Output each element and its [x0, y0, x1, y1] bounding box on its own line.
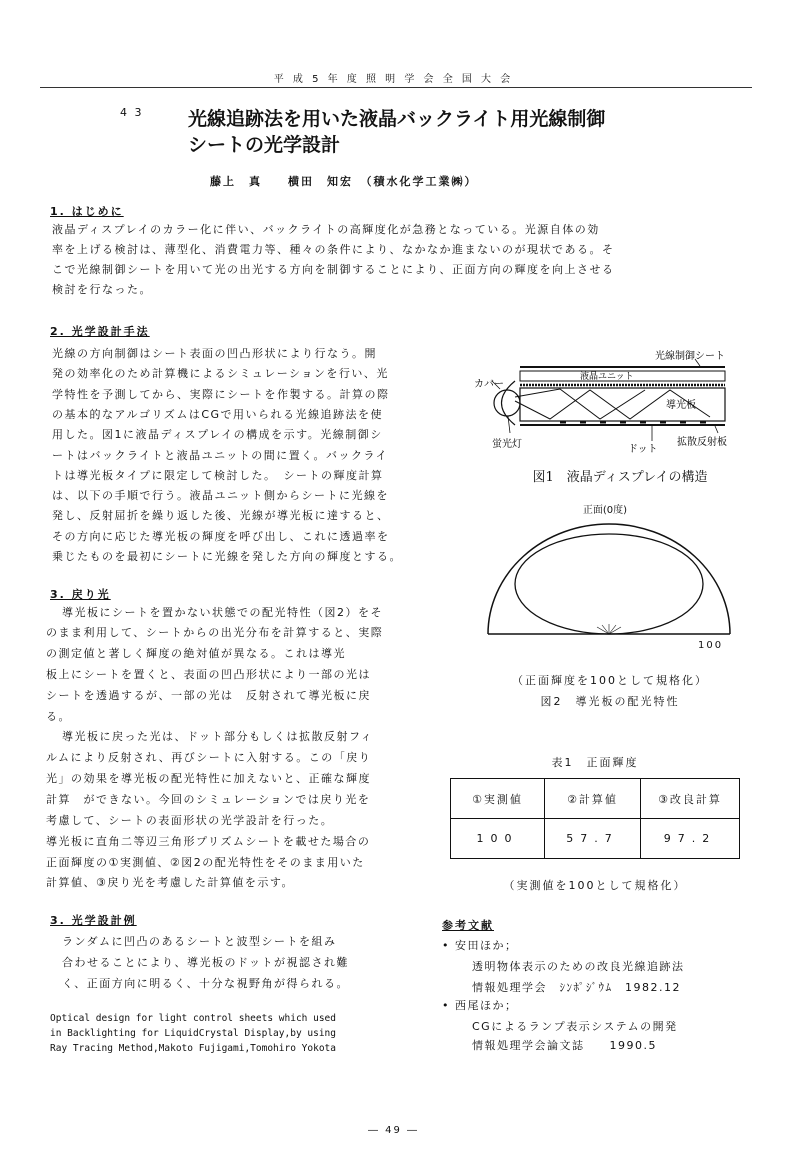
- paper-title-line-2: シートの光学設計: [188, 134, 341, 156]
- table1-title: 表1 正面輝度: [551, 756, 639, 769]
- method-line: ートはバックライトと液晶ユニットの間に置く。バックライ: [52, 448, 389, 462]
- reference-1-source: 情報処理学会 ｼﾝﾎﾟｼﾞｳﾑ 1982.12: [472, 981, 681, 994]
- return-light-line: 板上にシートを置くと、表面の凹凸形状により一部の光は: [46, 668, 371, 681]
- outer-semicircle: [488, 524, 730, 634]
- table1: [450, 778, 740, 859]
- label-dot: ドット: [628, 444, 658, 455]
- method-line: 発し、反射屈折を繰り返した後、光線が導光板に達すると、: [52, 509, 390, 523]
- figure2-polar-plot: [484, 512, 734, 637]
- method-line: 用した。図1に液晶ディスプレイの構成を示す。光線制御シ: [52, 428, 383, 442]
- return-light-line: 正面輝度の①実測値、②図2の配光特性をそのまま用いた: [46, 856, 365, 869]
- figure2-scale-label: 100: [698, 640, 724, 651]
- example-line: 合わせることにより、導光板のドットが視認され難: [62, 956, 350, 969]
- table1-value-row: [451, 819, 740, 859]
- english-abstract-line-2: in Backlighting for LiquidCrystal Display,by using: [50, 1028, 336, 1039]
- reference-2-source: 情報処理学会論文誌 1990.5: [472, 1039, 657, 1052]
- return-light-line: シートを透過するが、一部の光は 反射されて導光板に戻: [46, 689, 371, 702]
- english-abstract-line-3: Ray Tracing Method,Makoto Fujigami,Tomohiro Yokota: [50, 1043, 336, 1054]
- figure2-front-label: 正面(0度): [582, 505, 628, 516]
- section-method-heading: 2. 光学設計手法: [50, 325, 150, 338]
- return-light-line: 考慮して、シートの表面形状の光学設計を行った。: [46, 814, 334, 827]
- method-line: トは導光板タイプに限定して検討した。 シートの輝度計算: [52, 468, 384, 482]
- example-line: ランダムに凹凸のあるシートと波型シートを組み: [62, 935, 337, 948]
- table1-header-improved: ③改良計算: [641, 779, 740, 819]
- intro-line: こで光線制御シートを用いて光の出光する方向を制御することにより、正面方向の輝度を向上させる: [52, 263, 615, 276]
- figure1-diagram: [470, 345, 745, 460]
- return-light-line: 導光板に直角二等辺三角形プリズムシートを載せた場合の: [46, 835, 371, 848]
- section-example-heading: 3. 光学設計例: [50, 914, 137, 927]
- return-light-line: 計算 ができない。今回のシミュレーションでは戻り光を: [46, 793, 371, 806]
- references-heading: 参考文献: [442, 919, 494, 932]
- section-return-heading: 3. 戻り光: [50, 588, 111, 601]
- paper-number: 4 3: [120, 106, 144, 119]
- page-number: ― 49 ―: [367, 1125, 420, 1136]
- angle-ticks: [597, 624, 621, 634]
- reference-2-title: CGによるランプ表示システムの開発: [472, 1020, 678, 1033]
- return-light-line: 光」の効果を導光板の配光特性に加えないと、正確な輝度: [46, 772, 371, 785]
- return-light-line: 導光板にシートを置かない状態での配光特性（図2）をそ: [62, 606, 383, 619]
- table1-value-measured: 100: [451, 819, 545, 859]
- method-line: 光線の方向制御はシート表面の凹凸形状により行なう。開: [52, 347, 377, 360]
- distribution-curve: [515, 534, 703, 634]
- reference-1-author: • 安田ほか；: [442, 939, 518, 952]
- method-line: 発の効率化のため計算機によるシミュレーションを行い、光: [52, 367, 389, 381]
- intro-line: 液晶ディスプレイのカラー化に伴い、バックライトの高輝度化が急務となっている。光源自体の効: [52, 223, 600, 236]
- figure2-caption: 図2 導光板の配光特性: [540, 695, 680, 708]
- table1-header-row: [451, 779, 740, 819]
- intro-line: 率を上げる検討は、薄型化、消費電力等、種々の条件により、なかなか進まないのが現状である。そ: [52, 243, 615, 256]
- reference-1-title: 透明物体表示のための改良光線追跡法: [472, 960, 685, 973]
- method-line: 学特性を予測してから、実際にシートを作製する。計算の際: [52, 387, 390, 401]
- return-light-line: 導光板に戻った光は、ドット部分もしくは拡散反射フィ: [62, 730, 374, 743]
- table1-note: （実測値を100として規格化）: [503, 879, 687, 892]
- table1-header-measured: ①実測値: [451, 779, 545, 819]
- paper-title-line-1: 光線追跡法を用いた液晶バックライト用光線制御: [188, 108, 606, 130]
- method-line: は、以下の手順で行う。液晶ユニット側からシートに光線を: [52, 489, 390, 503]
- table1-value-calculated: 57.7: [545, 819, 641, 859]
- lamp-circle: [494, 390, 520, 416]
- label-guide: 導光板: [666, 400, 696, 411]
- section-intro-heading: 1. はじめに: [50, 205, 124, 218]
- return-light-line: 計算値、③戻り光を考慮した計算値を示す。: [46, 876, 294, 889]
- table1-value-improved: 97.2: [641, 819, 740, 859]
- label-lcd: 液晶ユニット: [580, 372, 634, 382]
- intro-line: 検討を行なった。: [52, 283, 152, 296]
- return-light-line: る。: [46, 710, 71, 723]
- return-light-line: の測定値と著しく輝度の絶対値が異なる。これは導光: [46, 647, 346, 660]
- method-line: その方向に応じた導光板の輝度を呼び出し、これに透過率を: [52, 529, 390, 543]
- label-cover: カバー: [474, 379, 504, 390]
- reference-2-author: • 西尾ほか；: [442, 999, 518, 1012]
- figure2-note: （正面輝度を100として規格化）: [512, 674, 708, 687]
- method-line: 乗じたものを最初にシートに光線を発した方向の輝度とする。: [52, 550, 402, 563]
- label-lamp: 蛍光灯: [492, 439, 522, 450]
- header-rule: [40, 87, 752, 88]
- english-abstract-line-1: Optical design for light control sheets which used: [50, 1013, 336, 1024]
- method-line: の基本的なアルゴリズムはCGで用いられる光線追跡法を使: [52, 407, 384, 421]
- label-reflector: 拡散反射板: [677, 437, 727, 448]
- figure1-caption: 図1 液晶ディスプレイの構造: [532, 470, 708, 485]
- return-light-line: のまま利用して、シートからの出光分布を計算すると、実際: [46, 626, 384, 639]
- return-light-line: ルムにより反射され、再びシートに入射する。この「戻り: [46, 751, 372, 764]
- example-line: く、正面方向に明るく、十分な視野角が得られる。: [62, 977, 350, 990]
- authors: 藤上 真 横田 知宏 （積水化学工業㈱）: [210, 175, 478, 188]
- conference-header: 平 成 5 年 度 照 明 学 会 全 国 大 会: [273, 74, 514, 85]
- label-sheet: 光線制御シート: [655, 351, 725, 362]
- table1-header-calculated: ②計算値: [545, 779, 641, 819]
